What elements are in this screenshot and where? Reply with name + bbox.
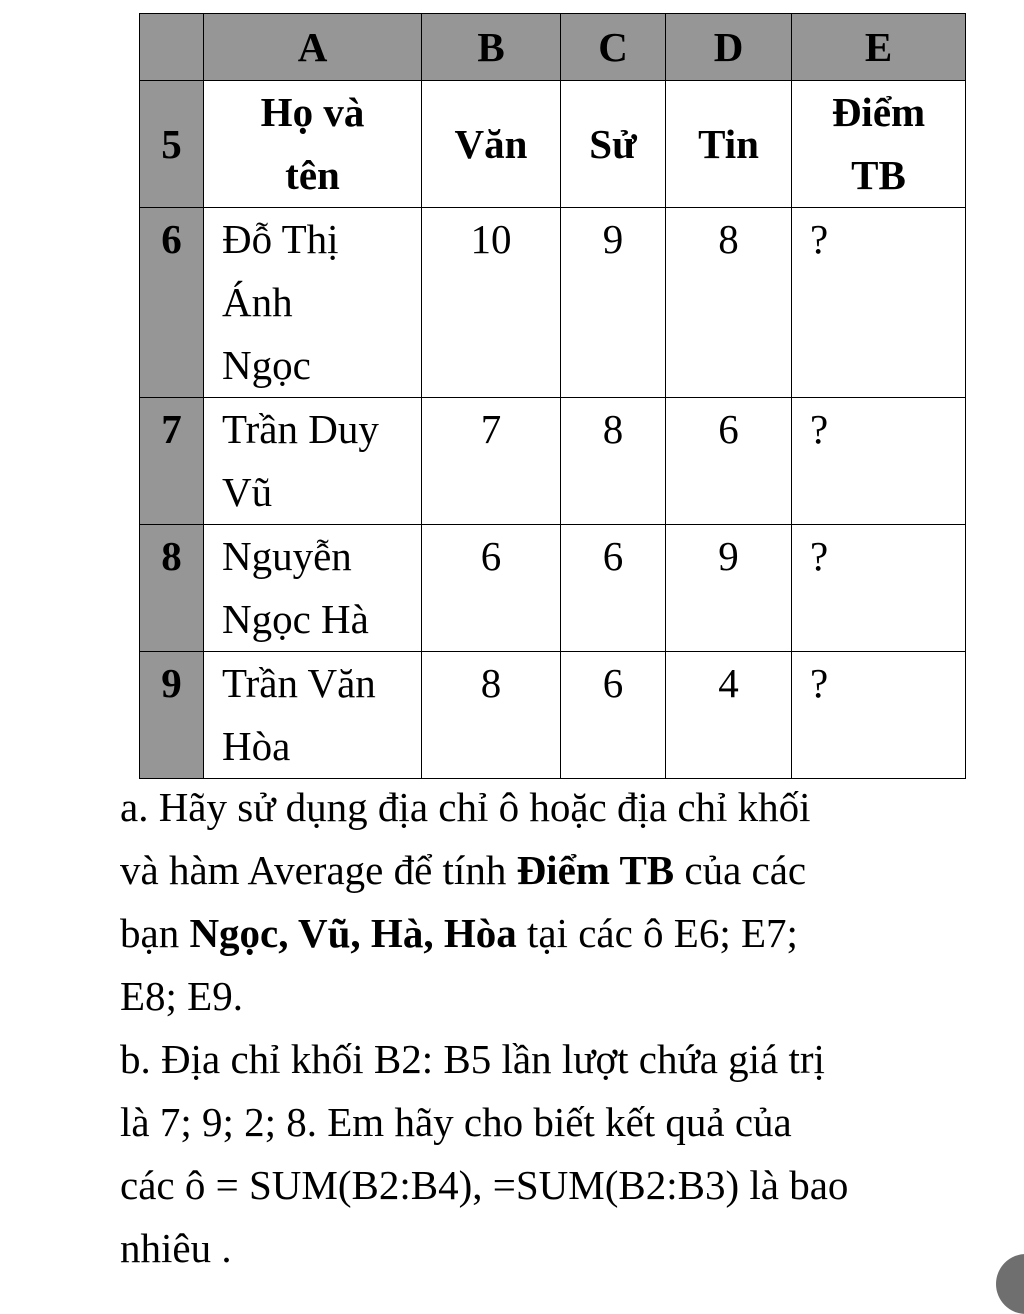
cell-d9[interactable]: 4 [666,652,792,779]
table-row [140,81,966,208]
name-header-line1: Họ và [260,89,365,135]
column-header-b[interactable]: B [422,14,561,81]
cell-c5[interactable]: Sử [561,81,666,208]
column-header-row [140,14,966,81]
question-a-line3 [120,902,1000,965]
question-a-text: bạn [120,910,190,956]
cell-b9[interactable]: 8 [422,652,561,779]
cell-d6[interactable]: 8 [666,208,792,398]
name-line: Trần Văn [222,660,376,706]
row-header-5[interactable]: 5 [140,81,204,208]
row-header-7[interactable]: 7 [140,398,204,525]
question-a-line1: a. Hãy sử dụng địa chỉ ô hoặc địa chỉ khối [120,784,811,830]
name-line: Đỗ Thị [222,216,339,262]
diem-header-line2: TB [851,152,906,198]
question-b-line4: nhiêu . [120,1225,232,1271]
cell-b6[interactable]: 10 [422,208,561,398]
cell-a6[interactable] [204,208,422,398]
question-b-line2: là 7; 9; 2; 8. Em hãy cho biết kết quả của [120,1099,792,1145]
cell-d5[interactable]: Tin [666,81,792,208]
cell-c9[interactable]: 6 [561,652,666,779]
cell-e9[interactable]: ? [792,652,966,779]
cell-c7[interactable]: 8 [561,398,666,525]
column-header-d[interactable]: D [666,14,792,81]
row-header-6[interactable]: 6 [140,208,204,398]
cell-a8[interactable] [204,525,422,652]
table-row [140,652,966,779]
table-row [140,398,966,525]
name-line: Ánh [222,279,293,325]
name-line: Ngọc Hà [222,596,369,642]
cell-d8[interactable]: 9 [666,525,792,652]
name-line: Hòa [222,723,291,769]
name-line: Nguyễn [222,533,352,579]
question-a-bold: Ngọc, Vũ, Hà, Hòa [189,910,517,956]
question-a-line4: E8; E9. [120,973,243,1019]
question-a-bold: Điểm TB [516,847,675,893]
exercise-text [120,776,1000,1280]
name-line: Vũ [222,469,273,515]
cell-b8[interactable]: 6 [422,525,561,652]
spreadsheet-table [139,13,966,779]
cell-e7[interactable]: ? [792,398,966,525]
select-all-corner[interactable] [140,14,204,81]
cell-e6[interactable]: ? [792,208,966,398]
diem-header-line1: Điểm [831,89,926,135]
cell-d7[interactable]: 6 [666,398,792,525]
column-header-a[interactable]: A [204,14,422,81]
name-header-line2: tên [285,152,340,198]
floating-action-button[interactable] [996,1254,1024,1314]
question-b-line3: các ô = SUM(B2:B4), =SUM(B2:B3) là bao [120,1162,849,1208]
cell-c8[interactable]: 6 [561,525,666,652]
column-header-c[interactable]: C [561,14,666,81]
question-b-line1: b. Địa chỉ khối B2: B5 lần lượt chứa giá trị [120,1036,825,1082]
question-a-text: của các [674,847,807,893]
question-a-text: tại các ô E6; E7; [516,910,798,956]
cell-b5[interactable]: Văn [422,81,561,208]
table-row [140,525,966,652]
name-line: Trần Duy [222,406,379,452]
cell-a7[interactable] [204,398,422,525]
table-row [140,208,966,398]
cell-c6[interactable]: 9 [561,208,666,398]
cell-b7[interactable]: 7 [422,398,561,525]
cell-a5[interactable] [204,81,422,208]
cell-e8[interactable]: ? [792,525,966,652]
question-a-line2 [120,839,1000,902]
question-a-text: và hàm Average để tính [120,847,517,893]
name-line: Ngọc [222,342,311,388]
cell-a9[interactable] [204,652,422,779]
row-header-9[interactable]: 9 [140,652,204,779]
cell-e5[interactable] [792,81,966,208]
row-header-8[interactable]: 8 [140,525,204,652]
column-header-e[interactable]: E [792,14,966,81]
